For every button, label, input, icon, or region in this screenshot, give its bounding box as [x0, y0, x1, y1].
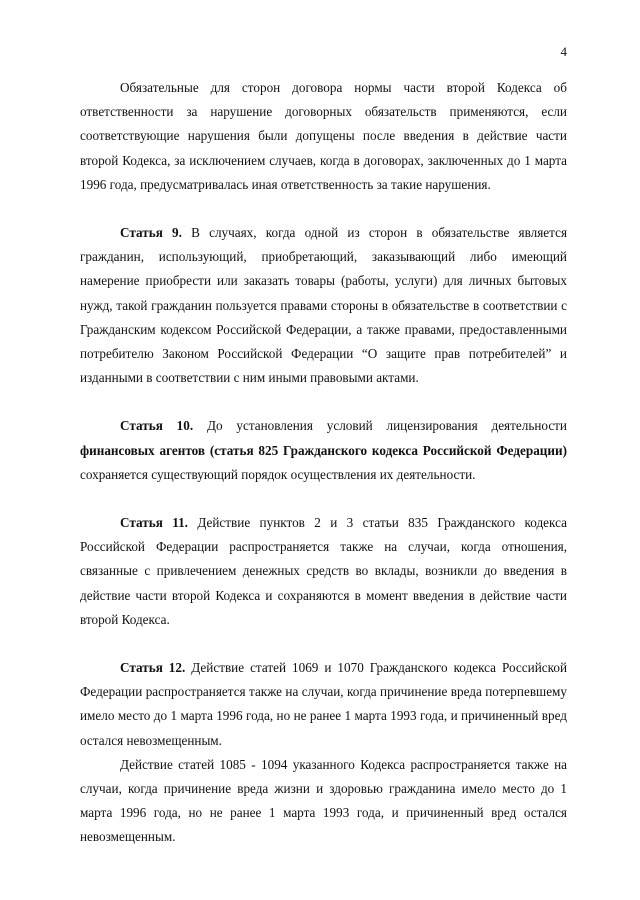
article-11-label: Статья 11.: [120, 515, 188, 531]
paragraph-gap: [80, 487, 567, 511]
article-9: [80, 221, 567, 390]
article-12-label: Статья 12.: [120, 660, 186, 676]
paragraph-harm-to-life: Действие статей 1085 - 1094 указанного Кодекса распространяется также на случаи, когда причинение вреда жизни и здоровью гражданина имело место до 1 марта 1996 года, но не ранее 1 марта 1993 года, и причиненный вред остался невозмещенным.: [80, 756, 567, 845]
article-11-text: Действие пунктов 2 и 3 статьи 835 Гражданского кодекса Российской Федерации распространяется также на случаи, когда отношения, связанные с привлечением денежных средств во вклады, возникли до введения в действие части второй Кодекса и сохраняются в момент введения в действие части второй Кодекса.: [80, 515, 567, 627]
article-10-bold-text: финансовых агентов (статья 825 Гражданского кодекса Российской Федерации): [80, 442, 567, 458]
article-11: [80, 511, 567, 632]
document-body: [80, 76, 567, 850]
article-10-label: Статья 10.: [120, 418, 194, 434]
article-12: [80, 656, 567, 753]
article-9-text: В случаях, когда одной из сторон в обязательстве является гражданин, использующий, приобретающий, заказывающий либо имеющий намерение приобрести или заказать товары (работы, услуги) для личных бытовых нужд, такой гражданин пользуется правами стороны в обязательстве в соответствии с Гражданским кодексом Российской Федерации, а также правами, предоставленными потребителю Законом Российской Федерации “О защите прав потребителей” и изданными в соответствии с ним иными правовыми актами.: [80, 225, 568, 386]
paragraph-gap: [80, 390, 567, 414]
paragraph-liability: Обязательные для сторон договора нормы части второй Кодекса об ответственности за нарушение договорных обязательств применяются, если соответствующие нарушения были допущены после введения в действие части второй Кодекса, за исключением случаев, когда в договорах, заключенных до 1 марта 1996 года, предусматривалась иная ответственность за такие нарушения.: [80, 80, 567, 192]
paragraph-gap: [80, 197, 567, 221]
article-12-text: Действие статей 1069 и 1070 Гражданского кодекса Российской Федерации распространяется также на случаи, когда причинение вреда потерпевшему имело место до 1 марта 1996 года, но не ранее 1 марта 1993 года, и причиненный вред остался невозмещенным.: [80, 660, 567, 748]
article-10-text-end: сохраняется существующий порядок осуществления их деятельности.: [80, 466, 476, 482]
page-number: 4: [560, 44, 567, 59]
paragraph-gap: [80, 632, 567, 656]
article-10-text: До установления условий лицензирования деятельности: [193, 418, 567, 434]
article-10: [80, 414, 567, 487]
article-9-label: Статья 9.: [120, 225, 182, 241]
